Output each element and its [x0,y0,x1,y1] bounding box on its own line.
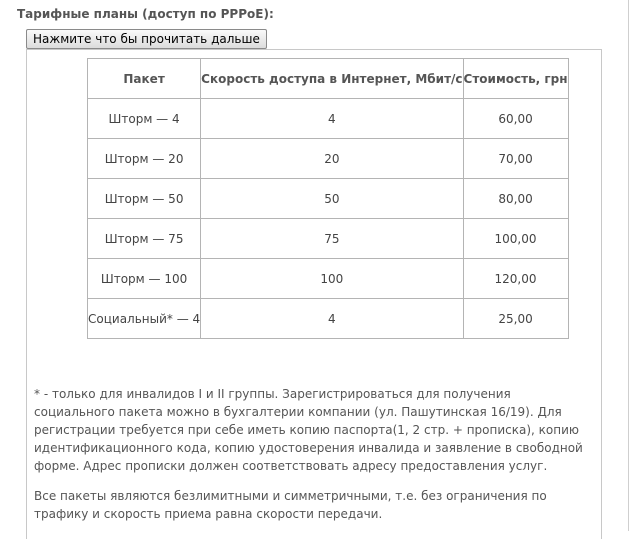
read-more-button[interactable]: Нажмите что бы прочитать дальше [26,29,267,49]
cell-speed: 75 [201,219,463,259]
cell-price: 60,00 [463,99,568,139]
cell-price: 25,00 [463,299,568,339]
page-divider-line [628,0,629,531]
tariff-table [87,58,569,339]
page-title: Тарифные планы (доступ по PPPoE): [17,7,274,21]
social-package-footnote: * - только для инвалидов I и II группы. Зарегистрироваться для получения социального пакета можно в бухгалтерии компании (ул. Пашутинская 16/19). Для регистрации требуется при себе иметь копию паспорта(1, 2 стр. + прописка), копию идентификационного кода, копию удостоверения инвалида и заявление в свободной форме. Адрес прописки должен соответствовать адресу предоставления услуг. [34,387,583,473]
unlimited-packages-note: Все пакеты являются безлимитными и симметричными, т.е. без ограничения по трафику и скорость приема равна скорости передачи. [34,489,547,521]
cell-speed: 50 [201,179,463,219]
table-row [88,299,569,339]
table-row [88,99,569,139]
cell-speed: 4 [201,99,463,139]
cell-package: Шторм — 100 [88,259,201,299]
cell-price: 100,00 [463,219,568,259]
table-row [88,219,569,259]
column-header-speed: Скорость доступа в Интернет, Мбит/с [201,59,463,99]
cell-speed: 100 [201,259,463,299]
table-row [88,259,569,299]
cell-speed: 4 [201,299,463,339]
column-header-price: Стоимость, грн [463,59,568,99]
cell-price: 120,00 [463,259,568,299]
cell-package: Шторм — 50 [88,179,201,219]
table-row [88,179,569,219]
column-header-package: Пакет [88,59,201,99]
cell-package: Социальный* — 4 [88,299,201,339]
cell-price: 70,00 [463,139,568,179]
cell-package: Шторм — 20 [88,139,201,179]
table-header-row [88,59,569,99]
table-row [88,139,569,179]
cell-speed: 20 [201,139,463,179]
cell-price: 80,00 [463,179,568,219]
cell-package: Шторм — 4 [88,99,201,139]
cell-package: Шторм — 75 [88,219,201,259]
